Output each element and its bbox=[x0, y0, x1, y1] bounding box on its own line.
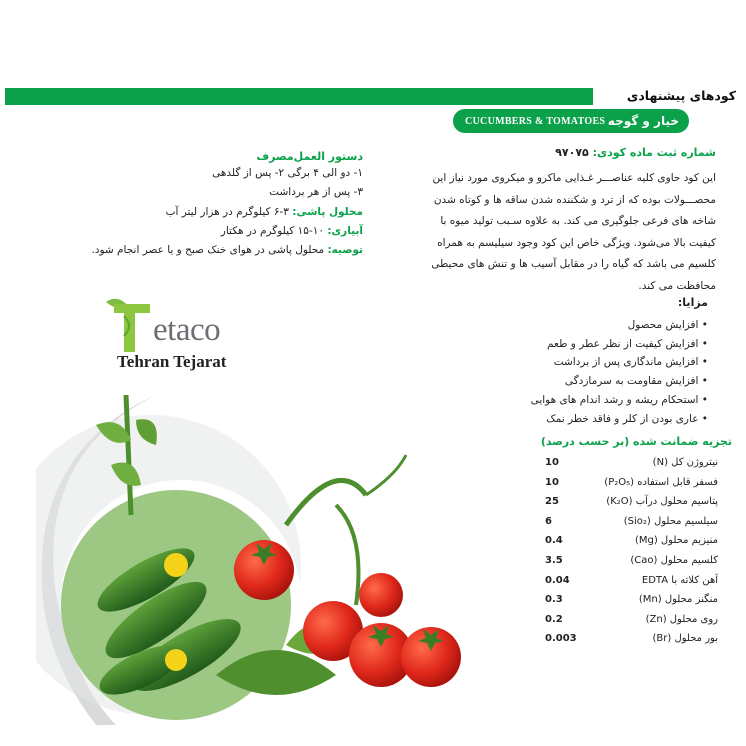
usage-stages-line: ۳- پس از هر برداشت bbox=[269, 186, 363, 198]
product-subtitle-pill bbox=[453, 109, 689, 133]
analysis-row bbox=[538, 594, 718, 614]
nutrient-name: فسفر قابل استفاده (P₂O₅) bbox=[604, 476, 718, 488]
logo-company-name: Tehran Tejarat bbox=[117, 352, 227, 371]
benefit-item: • استحکام ریشه و رشد اندام های هوایی bbox=[530, 393, 708, 406]
tetaco-logo-icon bbox=[104, 296, 154, 356]
nutrient-value: 10 bbox=[545, 457, 559, 468]
subtitle-persian: خیار و گوجه bbox=[607, 114, 679, 128]
nutrient-name: آهن کلاته با EDTA bbox=[641, 574, 718, 586]
nutrient-value: 0.04 bbox=[545, 574, 570, 586]
analysis-row bbox=[538, 496, 718, 516]
benefit-item: • افزایش کیفیت از نظر عطر و طعم bbox=[547, 337, 708, 350]
vegetables-image bbox=[36, 395, 536, 725]
nutrient-value: 3.5 bbox=[545, 554, 563, 566]
benefit-item: • افزایش ماندگاری پس از برداشت bbox=[553, 356, 708, 369]
irrigation-dosage: آبیاری: ۱۰-۱۵ کیلوگرم در هکتار bbox=[220, 225, 363, 237]
nutrient-value: 0.4 bbox=[545, 535, 563, 547]
foliar-dosage: محلول پاشی: ۳-۶ کیلوگرم در هزار لیتر آب bbox=[165, 206, 363, 218]
nutrient-name: کلسیم محلول (Cao) bbox=[630, 554, 718, 566]
analysis-row bbox=[538, 555, 718, 575]
description-line: شاخه های فرعی جلوگیری می کند. به علاوه سـبب تولید میوه با bbox=[440, 215, 716, 227]
nutrient-name: منیزیم محلول (Mg) bbox=[634, 535, 718, 547]
description-line: کیفیت بالا می‌شود. ویژگی خاص این کود وجود سیلیسم به همراه bbox=[437, 236, 716, 249]
description-line: محافظت می کند. bbox=[638, 279, 716, 292]
usage-advice: توصیه: محلول پاشی در هوای خنک صبح و یا عصر انجام شود. bbox=[91, 244, 363, 256]
analysis-row bbox=[538, 516, 718, 536]
nutrient-value: 0.2 bbox=[545, 613, 563, 625]
benefit-item: • افزایش محصول bbox=[627, 319, 708, 331]
description-line: کلسیم می باشد که گیاه را در مقابل آسیب ها و تنش های محیطی bbox=[431, 258, 716, 270]
registration-label: شماره ثبت ماده کودی: bbox=[592, 146, 716, 159]
page-title: کودهای پیشنهادی bbox=[626, 88, 736, 103]
benefit-item: • افزایش مقاومت به سرمازدگی bbox=[564, 375, 708, 388]
nutrient-name: سیلسیم محلول (Sio₂) bbox=[623, 515, 718, 527]
analysis-row bbox=[538, 477, 718, 497]
nutrient-name: پتاسیم محلول درآب (K₂O) bbox=[606, 496, 718, 508]
analysis-row bbox=[538, 575, 718, 595]
analysis-row bbox=[538, 457, 718, 477]
registration-number bbox=[555, 146, 716, 159]
product-description bbox=[416, 168, 716, 297]
description-line: محصـــولات بوده که از ترد و شکننده شدن ساقه ها و کوتاه شدن bbox=[433, 193, 716, 206]
logo-brand-text: etaco bbox=[153, 312, 221, 348]
description-line: این کود حاوی کلیه عناصـــر غـذایی ماکرو و میکروی مورد نیاز این bbox=[432, 172, 716, 184]
analysis-row bbox=[538, 535, 718, 555]
nutrient-name: منگنز محلول (Mn) bbox=[638, 594, 718, 606]
nutrient-name: بور محلول (Br) bbox=[652, 633, 718, 645]
usage-title: دستور العمل‌مصرف bbox=[256, 150, 363, 163]
nutrient-value: 6 bbox=[545, 515, 552, 527]
nutrient-value: 0.3 bbox=[545, 594, 563, 606]
nutrient-name: روی محلول (Zn) bbox=[645, 613, 718, 625]
analysis-row bbox=[538, 614, 718, 634]
header-green-bar bbox=[5, 88, 593, 105]
nutrient-name: نیتروژن کل (N) bbox=[652, 457, 718, 468]
benefits-title: مزایا: bbox=[677, 296, 708, 309]
nutrient-value: 25 bbox=[545, 496, 559, 508]
analysis-row bbox=[538, 633, 718, 653]
benefit-item: • عاری بودن از کلر و فاقد خطر نمک bbox=[546, 412, 708, 425]
nutrient-value: 10 bbox=[545, 476, 559, 488]
nutrient-value: 0.003 bbox=[545, 633, 577, 645]
registration-value: ۹۷۰۷۵ bbox=[555, 146, 589, 159]
analysis-title: تجزیه ضمانت شده (بر حسب درصد) bbox=[540, 435, 732, 448]
analysis-table bbox=[538, 457, 718, 653]
subtitle-english: CUCUMBERS & TOMATOES bbox=[465, 115, 606, 127]
usage-stages-line: ۱- دو الی ۴ برگی ۲- پس از گلدهی bbox=[212, 167, 363, 179]
